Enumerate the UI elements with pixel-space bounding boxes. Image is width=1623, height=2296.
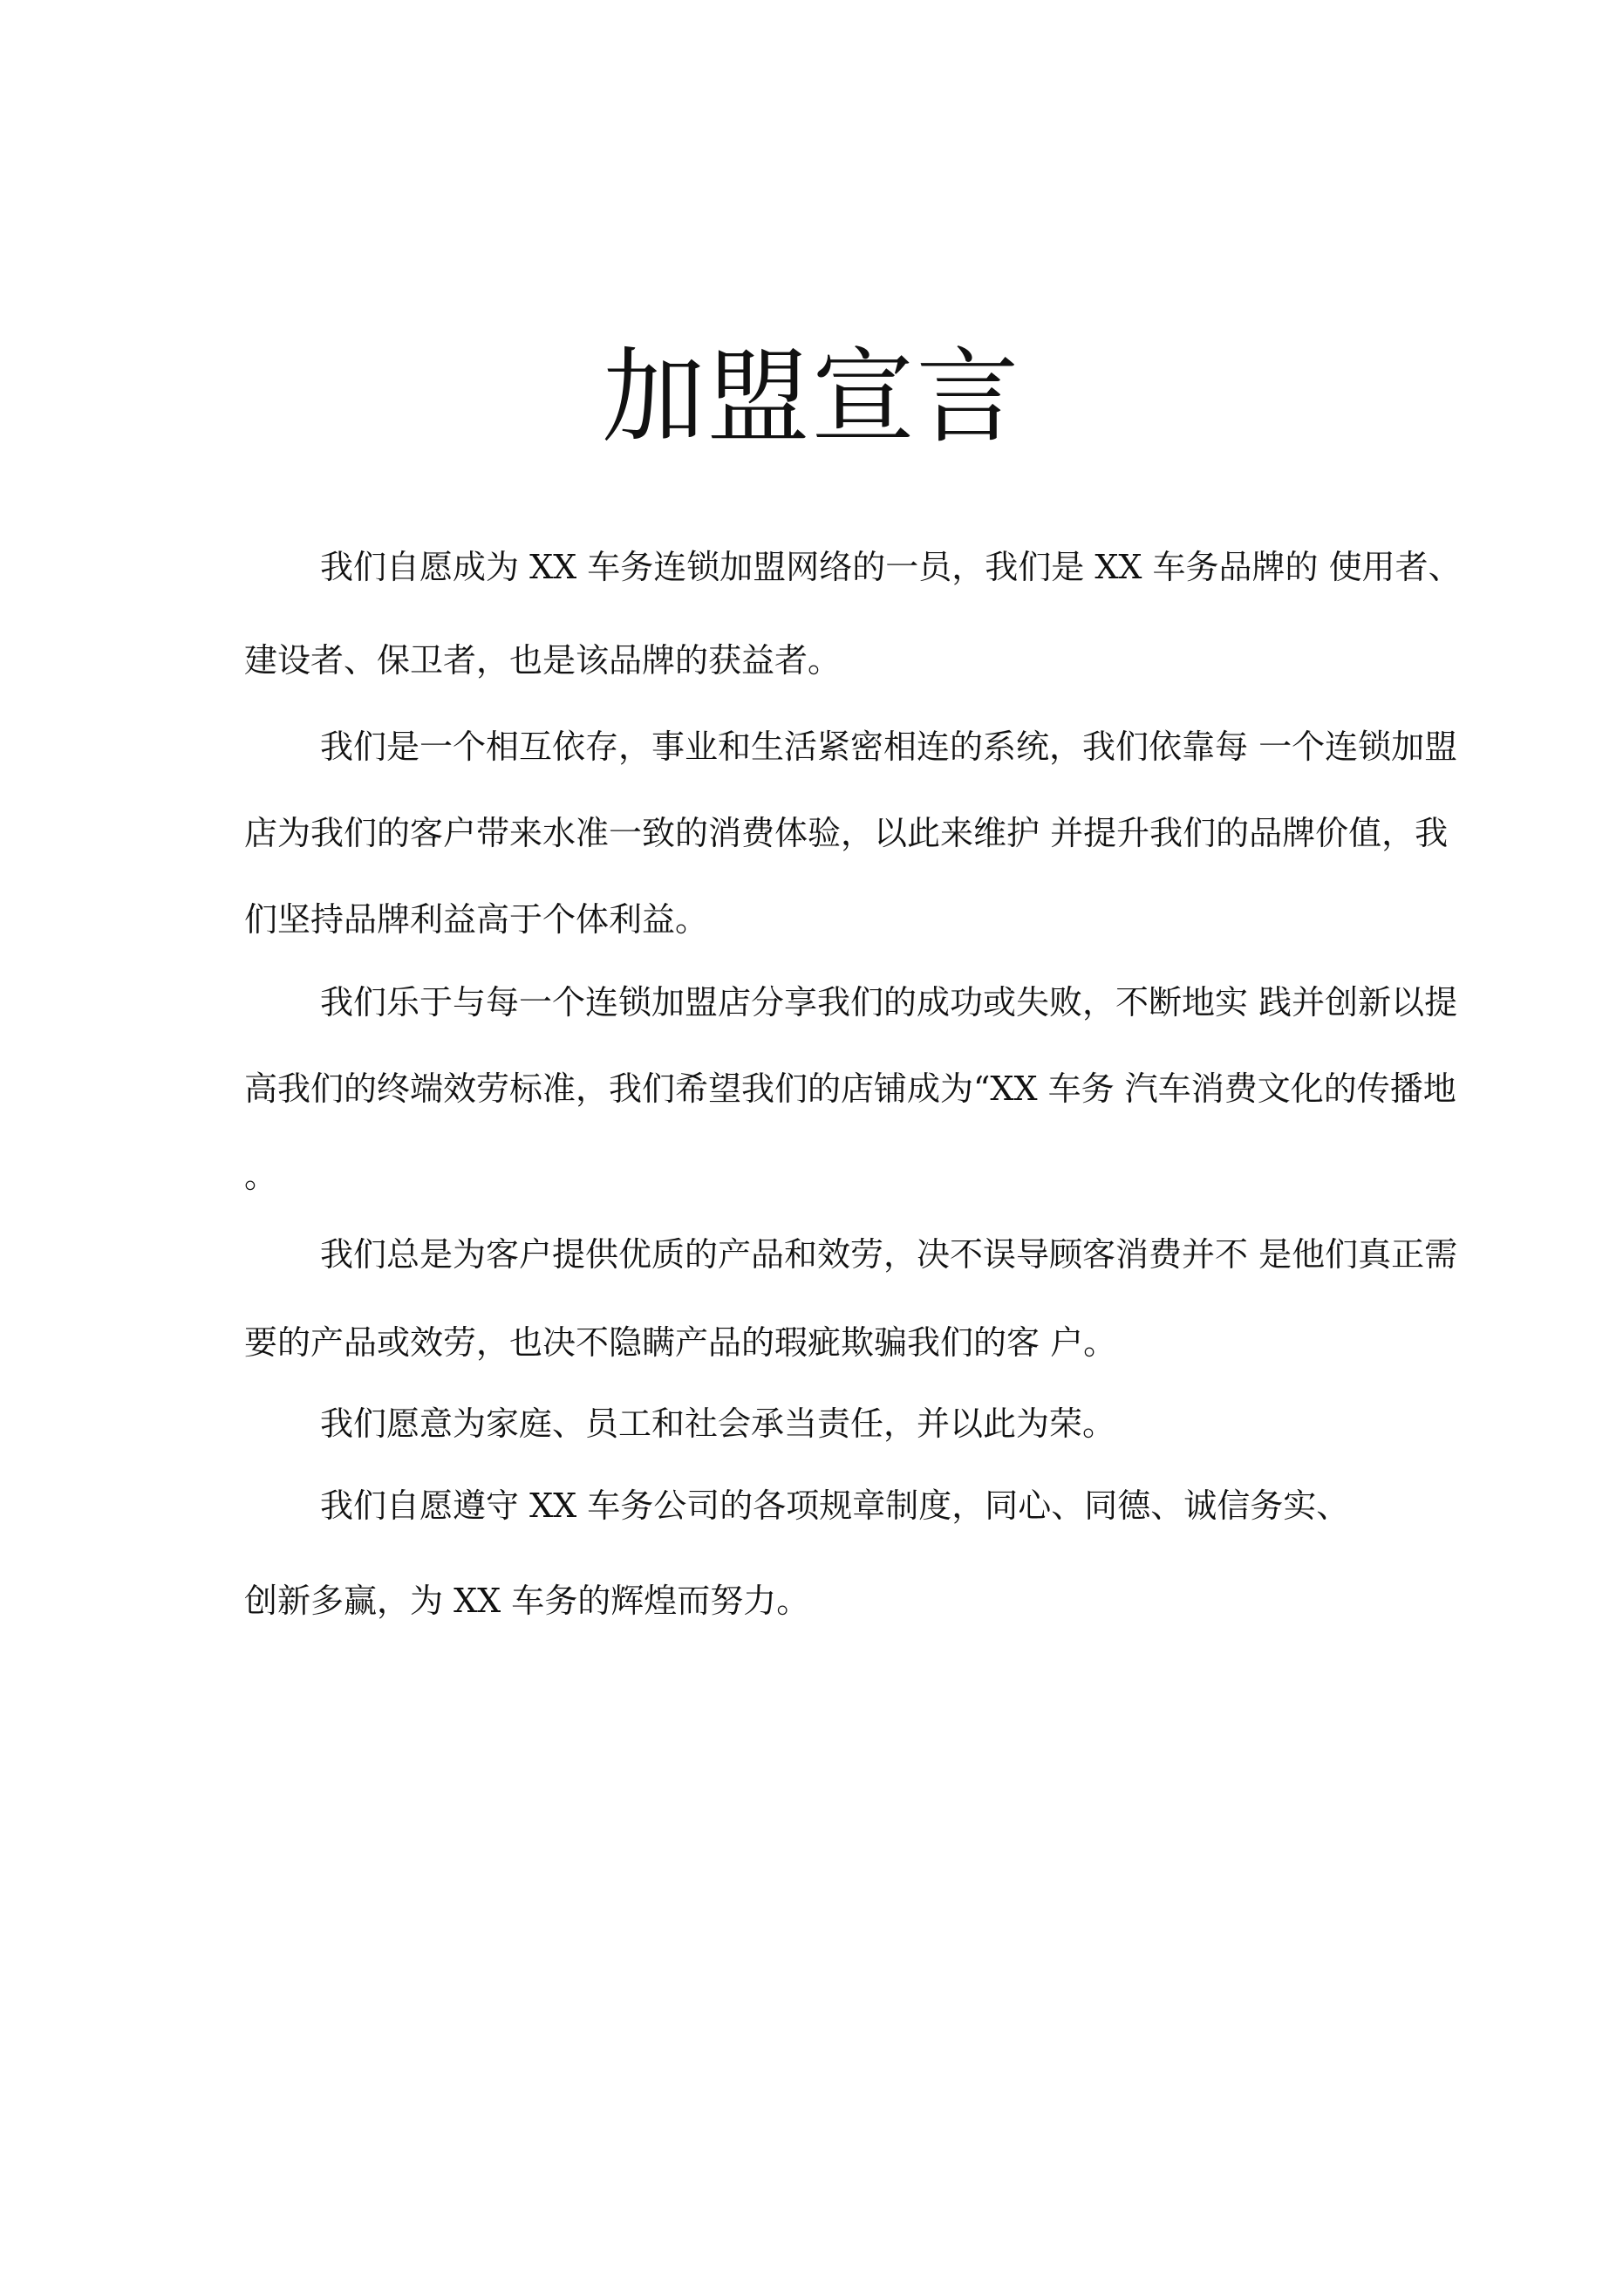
document-title: 加盟宣言 — [602, 337, 1021, 457]
body-line-9: 我们总是为客户提供优质的产品和效劳，决不误导顾客消费并不 是他们真正需 — [320, 1235, 1458, 1274]
body-line-11: 我们愿意为家庭、员工和社会承当责任，并以此为荣。 — [320, 1404, 1116, 1443]
body-line-12: 我们自愿遵守 XX 车务公司的各项规章制度，同心、同德、诚信务实、 — [320, 1486, 1350, 1525]
body-line-10: 要的产品或效劳，也决不隐瞒产品的瑕疵欺骗我们的客 户。 — [244, 1323, 1117, 1362]
body-line-8: 。 — [244, 1157, 278, 1195]
body-line-7: 高我们的终端效劳标准，我们希望我们的店铺成为“XX 车务 汽车消费文化的传播地 — [244, 1069, 1456, 1108]
body-line-2: 建设者、保卫者，也是该品牌的获益者。 — [244, 641, 842, 680]
body-line-4: 店为我们的客户带来水准一致的消费体验，以此来维护 并提升我们的品牌价值，我 — [244, 814, 1449, 852]
body-line-5: 们坚持品牌利益高于个体利益。 — [244, 900, 709, 939]
body-line-13: 创新多赢，为 XX 车务的辉煌而努力。 — [244, 1582, 810, 1620]
body-line-6: 我们乐于与每一个连锁加盟店分享我们的成功或失败，不断地实 践并创新以提 — [320, 983, 1458, 1022]
body-line-3: 我们是一个相互依存，事业和生活紧密相连的系统，我们依靠每 一个连锁加盟 — [320, 728, 1458, 766]
body-line-1: 我们自愿成为 XX 车务连锁加盟网络的一员，我们是 XX 车务品牌的 使用者、 — [320, 548, 1462, 586]
